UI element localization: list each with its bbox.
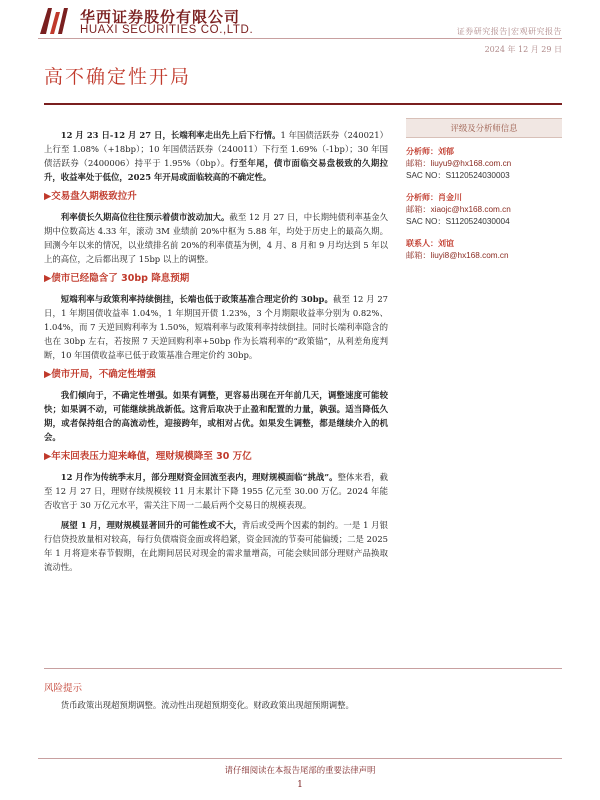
title-divider [44,103,562,105]
section-bold-2: 短端利率与政策利率持续倒挂，长端也低于政策基准合理定价约 30bp。 [60,294,333,304]
analyst-email[interactable]: 邮箱：liuyu9@hx168.com.cn [406,159,512,168]
outlook-paragraph [44,518,388,574]
risk-divider [44,668,562,669]
section-bold-3: 我们倾向于，不确定性增强。如果有调整，更容易出现在开年前几天，调整速度可能较快；如果调不动，可能继续挑战新低。这背后取决于止盈和配置的力量，孰强。适当降低久期，或者保持组合的高流动性，迎接跨年，或相对占优。如果发生调整，都是继续介入的机会。 [44,390,388,442]
footer-divider [38,758,562,759]
company-name-en: HUAXI SECURITIES CO.,LTD. [80,24,254,36]
doc-type: 证券研究报告|宏观研究报告 [456,27,562,36]
outlook-text: 背后或受两个因素的制约。一是 1 月银行信贷投放量相对较高，每行负债端资金面或将趋紧，资金回流的节奏可能偏缓；二是 2025 年 1 月将迎来春节假期，在此期间居民对现金的需求量增高，可能会赎回部分理财产品换取流动性。 [44,520,388,572]
section-text-4: 整体来看，截至 12 月 27 日，理财存续规模较 11 月末累计下降 1955 亿元至 30.00 万亿。2024 年能否收官于 30 万亿元水平，需关注下周一二最后两个交易日的规模表现。 [44,472,389,510]
analyst-card [406,192,562,228]
summary-bold-2: 行至年尾，债市面临交易盘极致的久期拉升，收益率处于低位，2025 年开局或面临较高的不确定性。 [44,158,389,182]
company-name-cn: 华西证券股份有限公司 [80,8,241,26]
section-paragraph-3 [44,388,388,444]
risk-title: 风险提示 [44,683,83,694]
header-divider [38,38,562,39]
summary-paragraph [44,128,388,184]
contact-card [406,238,562,262]
section-bold-1: 利率债长久期高位往往预示着债市波动加大。 [60,212,230,222]
section-bold-4: 12 月作为传统季末月，部分理财资金回流至表内，理财规模面临“挑战”。 [60,472,338,482]
outlook-bold: 展望 1 月，理财规模显著回升的可能性或不大， [60,520,242,530]
legal-notice: 请仔细阅读在本报告尾部的重要法律声明 [224,765,376,775]
analyst-sidebar [406,118,562,272]
analyst-sac: SAC NO：S1120524030004 [406,217,510,226]
contact-role: 联系人：刘谊 [406,239,454,248]
section-heading-2: ▶债市已经隐含了 30bp 降息预期 [44,273,190,284]
summary-bold-1: 12 月 23 日-12 月 27 日，长端利率走出先上后下行情。 [60,130,281,140]
analyst-email[interactable]: 邮箱：xiaojc@hx168.com.cn [406,205,511,214]
analyst-role: 分析师：刘郁 [406,147,454,156]
section-text-2: 截至 12 月 27 日，1 年期国债收益率 1.04%，1 年期国开债 1.23%，3 个月期限收益率分别为 0.82%、1.04%，而 7 天逆回购利率为 1.50%，短端利率与政策利率持续倒挂。同时长端利率隐含的也在 30bp 左右，若按照 7 天逆回购利率+50bp 作为长端利率的“政策锚”，从利差角度判断，10 年国债收益率已低于政策基准合理定价约 30bp。 [44,294,388,360]
page-number: 1 [297,780,303,790]
contact-email[interactable]: 邮箱：liuyi8@hx168.com.cn [406,251,509,260]
section-heading-4: ▶年末回表压力迎来峰值，理财规模降至 30 万亿 [44,451,252,462]
report-date: 2024 年 12 月 29 日 [484,45,562,54]
analyst-heading: 评级及分析师信息 [406,118,562,138]
analyst-role: 分析师：肖金川 [406,193,462,202]
section-text-1: 截至 12 月 27 日，中长期纯债利率基金久期中位数高达 4.33 年，滚动 3M 业绩前 20%中枢为 5.88 年，均处于历史上的最高久期。回测今年以来的情况，以业绩排名前 20%的利率债基为例，4 月、8 月和 9 月均达到 5 年以上的高位，之后都出现了 15bp 以上的调整。 [44,212,388,264]
main-content [44,128,388,580]
section-paragraph-2 [44,292,388,362]
summary-text-1: 1 年国债活跃券（240021）上行至 1.08%（+18bp）；10 年国债活跃券（240011）下行至 1.69%（-1bp）；30 年国债活跃券（2400006）持平于 1.95%（0bp）。 [44,130,388,168]
section-paragraph-4 [44,470,388,512]
page-title: 高不确定性开局 [44,66,192,88]
section-heading-1: ▶交易盘久期极致拉升 [44,191,137,202]
section-heading-3: ▶债市开局，不确定性增强 [44,369,156,380]
analyst-sac: SAC NO：S1120524030003 [406,171,510,180]
analyst-card [406,146,562,182]
risk-text: 货币政策出现超预期调整。流动性出现超预期变化。财政政策出现超预期调整。 [60,700,354,710]
huaxi-logo [38,6,72,36]
section-paragraph-1 [44,210,388,266]
